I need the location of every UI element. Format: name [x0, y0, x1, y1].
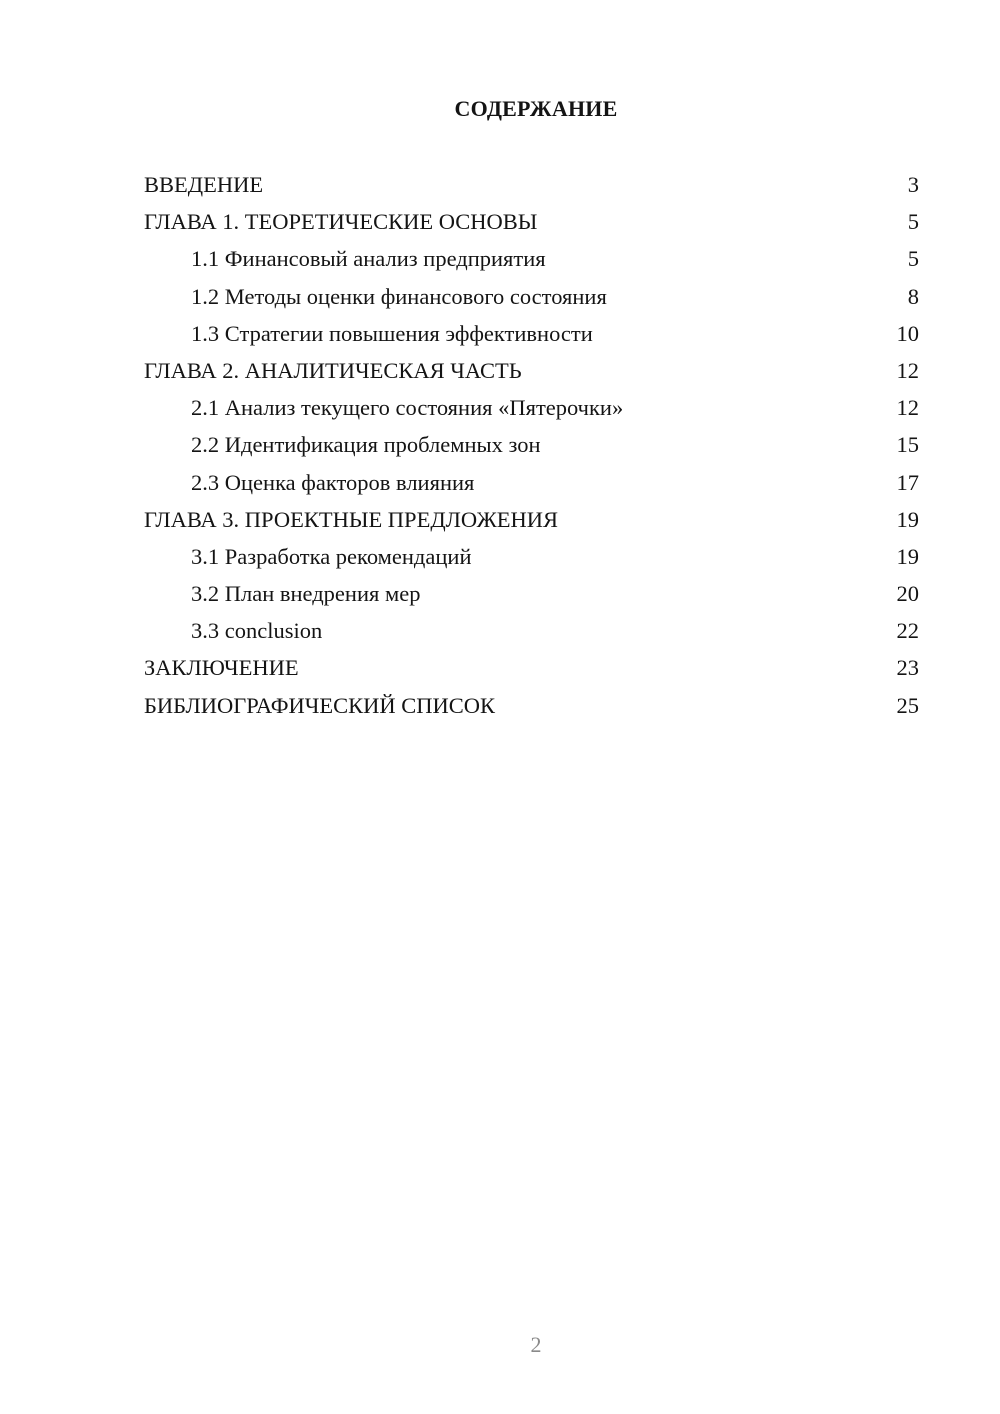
toc-entry-chapter-2[interactable]: [144, 352, 919, 389]
toc-entry-page: 12: [896, 357, 919, 383]
toc-entry-page: 12: [896, 395, 919, 421]
toc-entry-section-1-2[interactable]: [144, 278, 919, 315]
toc-entry-section-3-3[interactable]: [144, 612, 919, 649]
toc-entry-page: 8: [907, 283, 919, 309]
toc-entry-page: 22: [896, 618, 919, 644]
toc-entry-introduction[interactable]: [144, 166, 919, 203]
toc-entry-label: 3.2 План внедрения мер: [191, 581, 421, 607]
toc-entry-label: ГЛАВА 3. ПРОЕКТНЫЕ ПРЕДЛОЖЕНИЯ: [144, 506, 559, 532]
toc-entry-section-1-3[interactable]: [144, 315, 919, 352]
toc-entry-page: 17: [896, 469, 919, 495]
toc-entry-label: 1.2 Методы оценки финансового состояния: [191, 283, 607, 309]
toc-entry-page: 15: [896, 432, 919, 458]
toc-entry-chapter-3[interactable]: [144, 501, 919, 538]
toc-entry-label: 1.1 Финансовый анализ предприятия: [191, 246, 546, 272]
toc-entry-bibliography[interactable]: [144, 687, 919, 724]
toc-entry-label: ЗАКЛЮЧЕНИЕ: [144, 655, 299, 681]
toc-entry-label: 3.3 conclusion: [191, 618, 323, 644]
toc-entry-page: 25: [896, 692, 919, 718]
toc-entry-page: 5: [907, 246, 919, 272]
toc-entry-label: 2.2 Идентификация проблемных зон: [191, 432, 541, 458]
toc-entry-label: 2.3 Оценка факторов влияния: [191, 469, 475, 495]
toc-entry-section-1-1[interactable]: [144, 240, 919, 277]
toc-entry-section-3-2[interactable]: [144, 575, 919, 612]
toc-entry-section-2-3[interactable]: [144, 464, 919, 501]
toc-entry-label: ГЛАВА 2. АНАЛИТИЧЕСКАЯ ЧАСТЬ: [144, 357, 522, 383]
toc-entry-label: БИБЛИОГРАФИЧЕСКИЙ СПИСОК: [144, 692, 496, 718]
toc-entry-section-2-1[interactable]: [144, 389, 919, 426]
toc-entry-label: 2.1 Анализ текущего состояния «Пятерочки»: [191, 395, 624, 421]
table-of-contents: [144, 166, 919, 724]
toc-entry-page: 19: [896, 543, 919, 569]
toc-entry-conclusion[interactable]: [144, 649, 919, 686]
toc-entry-page: 5: [907, 209, 919, 235]
toc-entry-page: 23: [896, 655, 919, 681]
page-number: 2: [530, 1332, 542, 1357]
toc-entry-page: 10: [896, 320, 919, 346]
page-title: СОДЕРЖАНИЕ: [454, 96, 618, 121]
toc-entry-label: ВВЕДЕНИЕ: [144, 172, 264, 197]
toc-entry-page: 19: [896, 506, 919, 532]
toc-entry-chapter-1[interactable]: [144, 203, 919, 240]
toc-entry-page: 20: [896, 581, 919, 607]
toc-entry-label: 3.1 Разработка рекомендаций: [191, 543, 472, 569]
toc-entry-label: ГЛАВА 1. ТЕОРЕТИЧЕСКИЕ ОСНОВЫ: [144, 209, 538, 235]
toc-entry-page: 3: [907, 172, 919, 197]
toc-entry-section-2-2[interactable]: [144, 426, 919, 463]
toc-entry-section-3-1[interactable]: [144, 538, 919, 575]
toc-entry-label: 1.3 Стратегии повышения эффективности: [191, 320, 593, 346]
